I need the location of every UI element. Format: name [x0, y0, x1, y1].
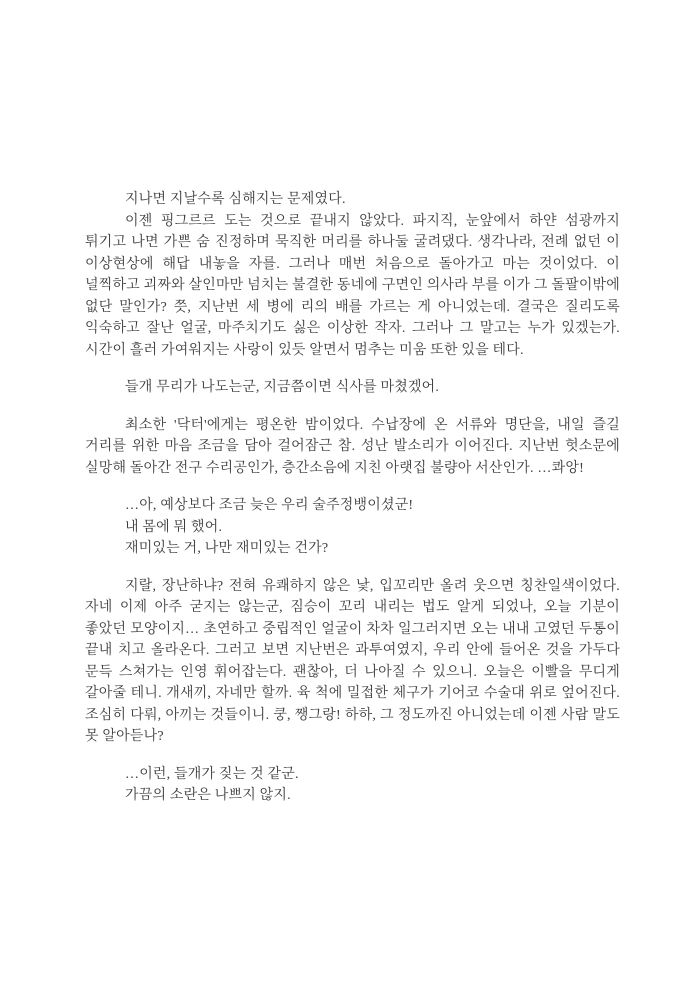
- paragraph-thought: 들개 무리가 나도는군, 지금쯤이면 식사를 마쳤겠어.: [125, 380, 440, 395]
- paragraph-dialogue: …아, 예상보다 조금 늦은 우리 술주정뱅이셨군!: [125, 498, 414, 513]
- paragraph-narration: 지나면 지날수록 심해지는 문제였다.: [125, 192, 346, 207]
- paragraph-thought: 가끔의 소란은 나쁘지 않지.: [125, 788, 291, 803]
- paragraph-narration: 지랄, 장난하냐? 전혀 유쾌하지 않은 낯, 입꼬리만 올려 웃으면 칭찬일색이었다. 자네 이제 아주 굳지는 않는군, 짐승이 꼬리 내리는 법도 알게 되었나, 오늘 기분이 좋았던 모양이지… 초연하고 중립적인 얼굴이 차차 일그러지면 오는 내내 고였던 두통이 끝내 치고 올라온다. 그러고 보면 지난번은 과투여였지, 우리 안에 들어온 것을 가두다 문득 스쳐가는 인영 휘어잡는다. 괜찮아, 더 나아질 수 있으니. 오늘은 이빨을 무디게 갈아줄 테니. 개새끼, 자네만 할까. 육 척에 밀접한 체구가 기어코 수술대 위로 엎어진다. 조심히 다뤄, 아끼는 것들이니. 쿵, 쨍그랑! 하하, 그 정도까진 아니었는데 이젠 사람 말도 못 알아듣나?: [85, 578, 620, 744]
- paragraph-thought: …이런, 들개가 짖는 것 같군.: [125, 766, 299, 782]
- paragraph-narration: 이젠 핑그르르 도는 것으로 끝내지 않았다. 파지직, 눈앞에서 하얀 섬광까지 튀기고 나면 가쁜 숨 진정하며 묵직한 머리를 하나둘 굴려댔다. 생각나라, 전례 없던 이 이상현상에 해답 내놓을 자를. 그러나 매번 처음으로 돌아가고 마는 것이었다. 이 널찍하고 괴짜와 살인마만 넘치는 불결한 동네에 구면인 의사라 부를 이가 그 돌팔이밖에 없단 말인가? 쯧, 지난번 세 병에 리의 배를 가르는 게 아니었는데. 결국은 질리도록 익숙하고 잘난 얼굴, 마주치기도 싫은 이상한 작자. 그러나 그 말고는 누가 있겠는가. 시간이 흘러 가여워지는 사랑이 있듯 알면서 멈추는 미움 또한 있을 테다.: [85, 213, 620, 358]
- paragraph-dialogue: 재미있는 거, 나만 재미있는 건가?: [125, 541, 329, 556]
- paragraph-narration: 최소한 '닥터'에게는 평온한 밤이었다. 수납장에 온 서류와 명단을, 내일 즐길 거리를 위한 마음 조금을 담아 걸어잠근 참. 성난 발소리가 이어진다. 지난번 헛소문에 실망해 돌아간 전구 수리공인가, 층간소음에 지친 아랫집 불량아 서산인가. …콰앙!: [85, 417, 620, 476]
- paragraph-dialogue: 내 몸에 뭐 했어.: [125, 519, 223, 535]
